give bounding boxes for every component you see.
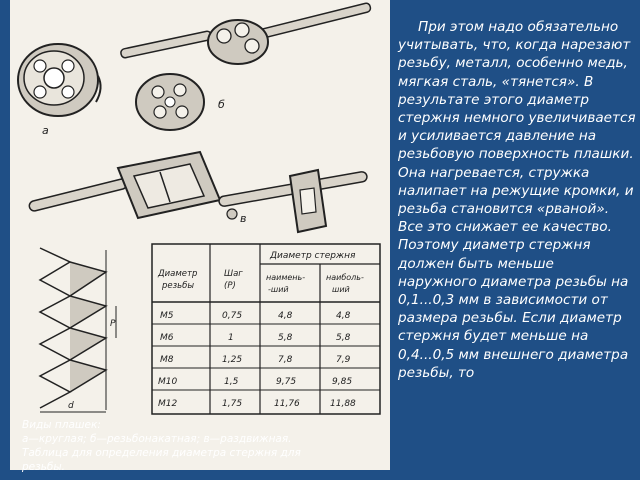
header-max-1: наиболь- [326, 273, 364, 282]
cell-step: 0,75 [222, 311, 243, 321]
caption-line: Таблица для определения диаметра стержня для [22, 447, 301, 459]
header-rod-diameter: Диаметр стержня [270, 251, 356, 261]
die-illustrations [10, 0, 390, 470]
header-diameter-1: Диаметр [158, 269, 198, 279]
header-step-2: (Р) [224, 281, 236, 291]
cell-min: 7,8 [278, 355, 293, 365]
cell-max: 5,8 [336, 333, 351, 343]
cell-step: 1,25 [222, 355, 243, 365]
cell-min: 11,76 [274, 399, 300, 409]
rod-diameter-table [152, 244, 380, 414]
header-min-1: наимень- [266, 273, 306, 282]
cell-size: М5 [160, 311, 174, 321]
label-b: б [218, 98, 225, 111]
table-row [160, 333, 351, 343]
cell-max: 4,8 [336, 311, 351, 321]
caption-line: резьбы. [22, 461, 65, 473]
table-row [158, 377, 352, 387]
header-diameter-2: резьбы [162, 281, 195, 291]
cell-size: М12 [158, 399, 178, 409]
cell-min: 4,8 [278, 311, 293, 321]
round-die-drawing [18, 44, 101, 116]
table-row [158, 399, 356, 409]
table-row [160, 355, 351, 365]
illustration-panel [10, 0, 390, 470]
cell-min: 5,8 [278, 333, 293, 343]
label-v: в [240, 212, 247, 225]
thread-profile-drawing [40, 248, 116, 412]
header-max-2: ший [332, 285, 350, 294]
cell-min: 9,75 [276, 377, 297, 387]
cell-max: 11,88 [330, 399, 356, 409]
body-text: При этом надо обязательно учитывать, что, когда нарезают резьбу, металл, особенно медь, мягкая сталь, «тянется». В результате этого диаметр стержня немного увеличивается и усиливается давление на резьбовую поверхность плашки. Она нагревается, стружка налипает на режущие кромки, и резьба становится «рваной». Все это снижает ее качество. Поэтому диаметр стержня должен быть меньше наружного диаметра резьбы на 0,1...0,3 мм в зависимости от размера резьбы. Если диаметр стержня будет меньше на 0,4...0,5 мм внешнего диаметра резьбы, то [398, 19, 636, 381]
table-row [160, 311, 351, 321]
cell-max: 7,9 [336, 355, 351, 365]
cell-size: М6 [160, 333, 174, 343]
cell-max: 9,85 [332, 377, 353, 387]
cell-step: 1 [228, 333, 234, 343]
label-a: а [42, 124, 49, 137]
caption-line: Виды плашек: [22, 419, 101, 431]
header-min-2: -ший [268, 285, 289, 294]
caption-line: а—круглая; б—резьбонакатная; в—раздвижная. [22, 433, 292, 445]
cell-step: 1,5 [224, 377, 239, 387]
split-die-drawing [28, 152, 367, 232]
cell-step: 1,75 [222, 399, 243, 409]
cell-size: М10 [158, 377, 178, 387]
cell-size: М8 [160, 355, 174, 365]
label-d: d [68, 401, 74, 411]
rolling-die-drawing [120, 2, 371, 130]
header-step-1: Шаг [224, 269, 243, 279]
label-p: P [110, 319, 116, 329]
figure-caption [22, 418, 374, 474]
